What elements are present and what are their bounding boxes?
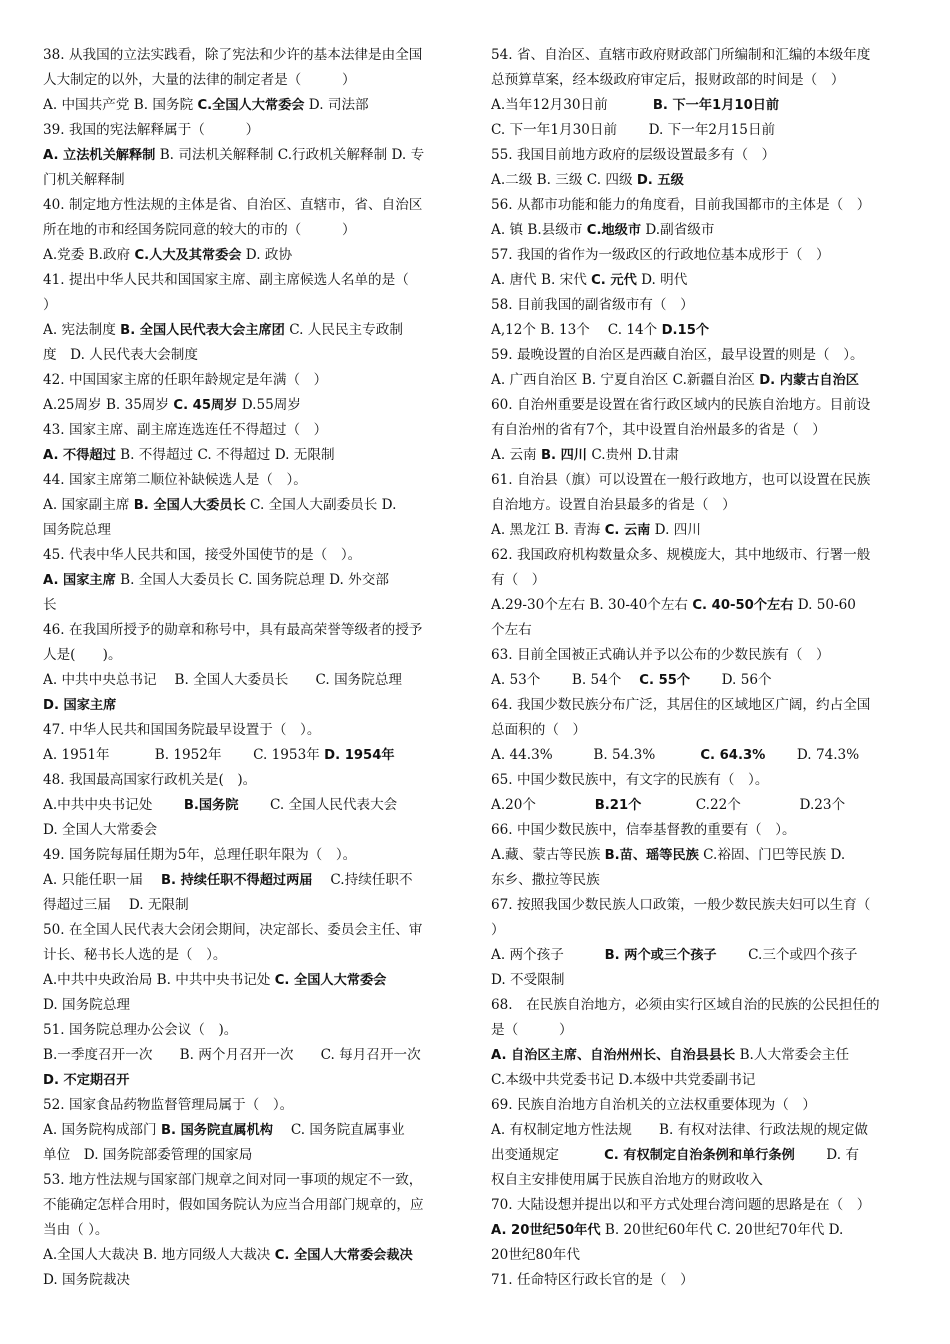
text-line (43, 493, 455, 518)
text-line (491, 868, 903, 893)
question-text: C.贵州 D.甘肃 (587, 447, 679, 463)
question-text: A. 云南 (491, 447, 541, 463)
text-line (491, 1143, 903, 1168)
question-text: 人是( )。 (43, 647, 122, 663)
text-line (491, 343, 903, 368)
question-text: 长 (43, 597, 57, 613)
text-line (491, 243, 903, 268)
question-text: C. 全国人民代表大会 (238, 797, 398, 813)
text-line (43, 1268, 455, 1293)
text-line (491, 518, 903, 543)
text-line (43, 1093, 455, 1118)
left-question-column (43, 43, 455, 1293)
text-line (43, 893, 455, 918)
question-text: 42. 中国国家主席的任职年龄规定是年满（ ） (43, 372, 328, 388)
answer-highlight: A. 不得超过 (43, 448, 116, 463)
question-text: A.党委 B.政府 (43, 247, 135, 263)
answer-highlight: B. 全国人民代表大会主席团 (120, 323, 285, 338)
right-question-column (491, 43, 903, 1293)
text-line (43, 1118, 455, 1143)
question-text: D. 74.3% (765, 747, 860, 763)
question-text: D. 有 (794, 1147, 859, 1163)
text-line (43, 693, 455, 718)
text-line (491, 93, 903, 118)
answer-highlight: C.全国人大常委会 (197, 98, 305, 113)
answer-highlight: C.地级市 (586, 223, 642, 238)
text-line (43, 968, 455, 993)
text-line (43, 718, 455, 743)
text-line (491, 1018, 903, 1043)
text-line (491, 393, 903, 418)
question-text: A. 44.3% B. 54.3% (491, 747, 701, 763)
question-text: C. 下一年1月30日前 D. 下一年2月15日前 (491, 122, 776, 138)
answer-highlight: D. 五级 (636, 173, 684, 188)
question-text: 41. 提出中华人民共和国国家主席、副主席候选人名单的是（ (43, 272, 409, 288)
text-line (43, 418, 455, 443)
answer-highlight: B.国务院 (183, 798, 239, 813)
text-line (43, 118, 455, 143)
text-line (43, 743, 455, 768)
question-text: A. 黑龙江 B. 青海 (491, 522, 605, 538)
question-text: C. 全国人大副委员长 D. (245, 497, 397, 513)
text-line (43, 668, 455, 693)
answer-highlight: A. 国家主席 (43, 573, 116, 588)
question-text: B. 全国人大委员长 C. 国务院总理 D. 外交部 (115, 572, 389, 588)
question-text: A.25周岁 B. 35周岁 (43, 397, 174, 413)
text-line (491, 968, 903, 993)
answer-highlight: D. 国家主席 (43, 698, 117, 713)
question-text: 总预算草案，经本级政府审定后，报财政部的时间是（ ） (491, 72, 845, 88)
question-text: 43. 国家主席、副主席连选连任不得超过（ ） (43, 422, 328, 438)
text-line (491, 68, 903, 93)
text-line (491, 268, 903, 293)
answer-highlight: B.21个 (594, 798, 642, 813)
question-text: 是（ ） (491, 1022, 573, 1038)
text-line (491, 618, 903, 643)
question-text: A.29-30个左右 B. 30-40个左右 (491, 597, 693, 613)
question-text: 自治地方。设置自治县最多的省是（ ） (491, 497, 736, 513)
text-line (43, 318, 455, 343)
question-text: A. 国家副主席 (43, 497, 134, 513)
question-text: B. 20世纪60年代 C. 20世纪70年代 D. (600, 1222, 844, 1238)
question-text: D. 50-60 (793, 597, 856, 613)
text-line (43, 1018, 455, 1043)
question-text: D. 四川 (650, 522, 701, 538)
answer-highlight: B. 全国人大委员长 (133, 498, 246, 513)
answer-highlight: C. 45周岁 (173, 398, 238, 413)
question-text: 53. 地方性法规与国家部门规章之间对同一事项的规定不一致， (43, 1172, 423, 1188)
question-text: 56. 从都市功能和能力的角度看，目前我国都市的主体是（ ） (491, 197, 871, 213)
question-text: A.藏、蒙古等民族 (491, 847, 605, 863)
text-line (43, 1168, 455, 1193)
text-line (491, 418, 903, 443)
text-line (491, 443, 903, 468)
text-line (43, 443, 455, 468)
question-text: 50. 在全国人民代表大会闭会期间，决定部长、委员会主任、审 (43, 922, 423, 938)
text-line (491, 143, 903, 168)
question-text: 66. 中国少数民族中，信奉基督教的重要有（ ）。 (491, 822, 796, 838)
question-text: A. 中共中央总书记 B. 全国人大委员长 C. 国务院总理 (43, 672, 403, 688)
text-line (43, 43, 455, 68)
question-text: 不能确定怎样合用时，假如国务院认为应当合用部门规章的，应 (43, 1197, 424, 1213)
question-text: 58. 目前我国的副省级市有（ ） (491, 297, 694, 313)
text-line (491, 1068, 903, 1093)
question-text: 71. 任命特区行政长官的是（ ） (491, 1272, 694, 1288)
question-text: 所在地的市和经国务院同意的较大的市的（ ） (43, 222, 356, 238)
question-text: D. 56个 (690, 672, 772, 688)
question-text: A. 只能任职一届 (43, 872, 161, 888)
question-text: 得超过三届 D. 无限制 (43, 897, 189, 913)
question-text: 49. 国务院每届任期为5年，总理任职年限为（ ）。 (43, 847, 357, 863)
text-line (43, 768, 455, 793)
question-text: 38. 从我国的立法实践看，除了宪法和少许的基本法律是由全国 (43, 47, 423, 63)
question-text: 总面积的（ ） (491, 722, 587, 738)
question-text: D. 政协 (241, 247, 293, 263)
text-line (43, 568, 455, 593)
answer-highlight: B. 下一年1月10日前 (652, 98, 780, 113)
text-line (491, 1193, 903, 1218)
question-text: A.二级 B. 三级 C. 四级 (491, 172, 637, 188)
text-line (43, 193, 455, 218)
question-text: 45. 代表中华人民共和国，接受外国使节的是（ ）。 (43, 547, 362, 563)
question-text: C.持续任职不 (312, 872, 413, 888)
question-text: 计长、秘书长人选的是（ ）。 (43, 947, 227, 963)
text-line (491, 543, 903, 568)
question-text: 65. 中国少数民族中，有文字的民族有（ ）。 (491, 772, 769, 788)
question-text: ） (491, 922, 505, 938)
question-text: D. 明代 (636, 272, 688, 288)
text-line (491, 293, 903, 318)
answer-highlight: C. 64.3% (700, 748, 766, 763)
question-text: 有（ ） (491, 572, 546, 588)
text-line (43, 1193, 455, 1218)
question-text: 52. 国家食品药物监督管理局属于（ ）。 (43, 1097, 294, 1113)
question-text: 61. 自治县（旗）可以设置在一般行政地方，也可以设置在民族 (491, 472, 871, 488)
question-text: 人大制定的以外，大量的法律的制定者是（ ） (43, 72, 356, 88)
text-line (43, 1068, 455, 1093)
question-text: 55. 我国目前地方政府的层级设置最多有（ ） (491, 147, 776, 163)
question-text: A. 两个孩子 (491, 947, 605, 963)
question-text: 51. 国务院总理办公会议（ )。 (43, 1022, 238, 1038)
text-line (491, 718, 903, 743)
text-line (43, 1243, 455, 1268)
question-text: D. 不受限制 (491, 972, 565, 988)
text-line (491, 843, 903, 868)
text-line (491, 468, 903, 493)
text-line (43, 243, 455, 268)
text-line (491, 893, 903, 918)
question-text: 62. 我国政府机构数量众多、规模庞大，其中地级市、行署一般 (491, 547, 871, 563)
question-text: A. 中国共产党 B. 国务院 (43, 97, 198, 113)
text-line (491, 1243, 903, 1268)
question-text: D. 司法部 (304, 97, 369, 113)
question-text: C.22个 D.23个 (641, 797, 846, 813)
text-line (491, 1118, 903, 1143)
text-line (491, 943, 903, 968)
text-line (491, 743, 903, 768)
question-text: B.人大常委会主任 (735, 1047, 850, 1063)
question-text: C.三个或四个孩子 (716, 947, 858, 963)
question-text: A.20个 (491, 797, 595, 813)
question-text: D. 全国人大常委会 (43, 822, 158, 838)
text-line (43, 93, 455, 118)
question-text: B.一季度召开一次 B. 两个月召开一次 C. 每月召开一次 (43, 1047, 421, 1063)
text-line (43, 618, 455, 643)
text-line (43, 468, 455, 493)
text-line (43, 268, 455, 293)
text-line (43, 68, 455, 93)
question-text: D. 国务院总理 (43, 997, 131, 1013)
question-text: 39. 我国的宪法解释属于（ ） (43, 122, 260, 138)
question-text: 60. 自治州重要是设置在省行政区域内的民族自治地方。目前设 (491, 397, 871, 413)
answer-highlight: B. 持续任职不得超过两届 (160, 873, 313, 888)
question-text: 20世纪80年代 (491, 1247, 580, 1263)
text-line (43, 393, 455, 418)
question-text: 权自主安排使用属于民族自治地方的财政收入 (491, 1172, 763, 1188)
answer-highlight: B. 两个或三个孩子 (604, 948, 717, 963)
question-text: 48. 我国最高国家行政机关是( )。 (43, 772, 257, 788)
text-line (43, 293, 455, 318)
answer-highlight: B.苗、瑶等民族 (604, 848, 699, 863)
text-line (491, 193, 903, 218)
question-text: 有自治州的省有7个，其中设置自治州最多的省是（ ） (491, 422, 826, 438)
question-text: 64. 我国少数民族分布广泛，其居住的区域地区广阔，约占全国 (491, 697, 871, 713)
question-text: 单位 D. 国务院部委管理的国家局 (43, 1147, 253, 1163)
question-text: A.全国人大裁决 B. 地方同级人大裁决 (43, 1247, 275, 1263)
question-text: 47. 中华人民共和国国务院最早设置于（ ）。 (43, 722, 321, 738)
text-line (43, 843, 455, 868)
question-text: C.裕固、门巴等民族 D. (698, 847, 846, 863)
text-line (43, 593, 455, 618)
question-text: A.中共中央政治局 B. 中共中央书记处 (43, 972, 275, 988)
text-line (43, 518, 455, 543)
question-text: D. 国务院裁决 (43, 1272, 131, 1288)
question-text: 当由（ ）。 (43, 1222, 109, 1238)
question-text: D.55周岁 (237, 397, 301, 413)
question-text: A. 有权制定地方性法规 B. 有权对法律、行政法规的规定做 (491, 1122, 868, 1138)
answer-highlight: A. 20世纪50年代 (491, 1223, 601, 1238)
text-line (43, 643, 455, 668)
answer-highlight: C. 有权制定自治条例和单行条例 (604, 1148, 795, 1163)
text-line (491, 1093, 903, 1118)
answer-highlight: C. 元代 (591, 273, 637, 288)
text-line (491, 318, 903, 343)
question-text: 63. 目前全国被正式确认并予以公布的少数民族有（ ） (491, 647, 830, 663)
question-text: A. 唐代 B. 宋代 (491, 272, 592, 288)
text-line (491, 818, 903, 843)
question-text: 个左右 (491, 622, 532, 638)
question-text: A. 镇 B.县级市 (491, 222, 587, 238)
question-text: 70. 大陆设想并提出以和平方式处理台湾问题的思路是在（ ） (491, 1197, 871, 1213)
question-text: A. 国务院构成部门 (43, 1122, 161, 1138)
question-text: C.本级中共党委书记 D.本级中共党委副书记 (491, 1072, 756, 1088)
answer-highlight: D. 内蒙古自治区 (759, 373, 859, 388)
text-line (491, 218, 903, 243)
text-line (43, 343, 455, 368)
text-line (491, 1268, 903, 1293)
text-line (491, 693, 903, 718)
text-line (491, 118, 903, 143)
answer-highlight: C.人大及其常委会 (134, 248, 242, 263)
text-line (491, 768, 903, 793)
text-line (43, 818, 455, 843)
question-text: A. 广西自治区 B. 宁夏自治区 C.新疆自治区 (491, 372, 760, 388)
text-line (491, 43, 903, 68)
text-line (43, 168, 455, 193)
question-text: 40. 制定地方性法规的主体是省、自治区、直辖市，省、自治区 (43, 197, 423, 213)
question-text: 69. 民族自治地方自治机关的立法权重要体现为（ ） (491, 1097, 817, 1113)
question-text: 54. 省、自治区、直辖市政府财政部门所编制和汇编的本级年度 (491, 47, 871, 63)
answer-highlight: A. 自治区主席、自治州州长、自治县县长 (491, 1048, 736, 1063)
text-line (491, 643, 903, 668)
text-line (43, 1043, 455, 1068)
question-text: 东乡、撒拉等民族 (491, 872, 600, 888)
question-text: 国务院总理 (43, 522, 111, 538)
question-text: 57. 我国的省作为一级政区的行政地位基本成形于（ ） (491, 247, 830, 263)
answer-highlight: B. 四川 (540, 448, 587, 463)
text-line (491, 168, 903, 193)
question-text: D.副省级市 (641, 222, 715, 238)
question-text: 67. 按照我国少数民族人口政策，一般少数民族夫妇可以生育（ (491, 897, 871, 913)
text-line (491, 493, 903, 518)
text-line (491, 1168, 903, 1193)
text-line (43, 543, 455, 568)
text-line (491, 593, 903, 618)
question-text: 44. 国家主席第二顺位补缺候选人是（ ）。 (43, 472, 307, 488)
text-line (491, 668, 903, 693)
text-line (491, 568, 903, 593)
question-text: A.当年12月30日前 (491, 97, 653, 113)
answer-highlight: C. 全国人大常委会 (274, 973, 387, 988)
answer-highlight: D.15个 (661, 323, 710, 338)
question-text: 门机关解释制 (43, 172, 125, 188)
text-line (491, 993, 903, 1018)
answer-highlight: C. 55个 (639, 673, 691, 688)
answer-highlight: A. 立法机关解释制 (43, 148, 156, 163)
text-line (43, 918, 455, 943)
question-text: A. 宪法制度 (43, 322, 121, 338)
answer-highlight: D. 1954年 (324, 748, 395, 763)
text-line (491, 368, 903, 393)
question-text: B. 不得超过 C. 不得超过 D. 无限制 (115, 447, 335, 463)
text-line (43, 218, 455, 243)
text-line (43, 1218, 455, 1243)
question-text: A.中共中央书记处 (43, 797, 184, 813)
question-text: 59. 最晚设置的自治区是西藏自治区，最早设置的则是（ ）。 (491, 347, 864, 363)
text-line (43, 793, 455, 818)
text-line (43, 143, 455, 168)
question-text: A. 53个 B. 54个 (491, 672, 640, 688)
text-line (491, 1218, 903, 1243)
question-text: C. 国务院直属事业 (272, 1122, 405, 1138)
answer-highlight: C. 40-50个左右 (692, 598, 794, 613)
text-line (43, 1143, 455, 1168)
answer-highlight: C. 云南 (604, 523, 651, 538)
question-text: 度 D. 人民代表大会制度 (43, 347, 198, 363)
answer-highlight: C. 全国人大常委会裁决 (274, 1248, 413, 1263)
text-line (491, 793, 903, 818)
question-text: 46. 在我国所授予的勋章和称号中，具有最高荣誉等级者的授予 (43, 622, 423, 638)
text-line (43, 993, 455, 1018)
question-text: ） (43, 297, 57, 313)
text-line (43, 943, 455, 968)
question-text: 出变通规定 (491, 1147, 605, 1163)
text-line (491, 1043, 903, 1068)
text-line (43, 368, 455, 393)
question-text: A. 1951年 B. 1952年 C. 1953年 (43, 747, 325, 763)
question-text: A,12个 B. 13个 C. 14个 (491, 322, 662, 338)
question-text: B. 司法机关解释制 C.行政机关解释制 D. 专 (155, 147, 425, 163)
text-line (491, 918, 903, 943)
question-text: C. 人民民主专政制 (284, 322, 403, 338)
answer-highlight: B. 国务院直属机构 (160, 1123, 273, 1138)
question-text: 68. 在民族自治地方，必须由实行区域自治的民族的公民担任的 (491, 997, 880, 1013)
answer-highlight: D. 不定期召开 (43, 1073, 130, 1088)
text-line (43, 868, 455, 893)
